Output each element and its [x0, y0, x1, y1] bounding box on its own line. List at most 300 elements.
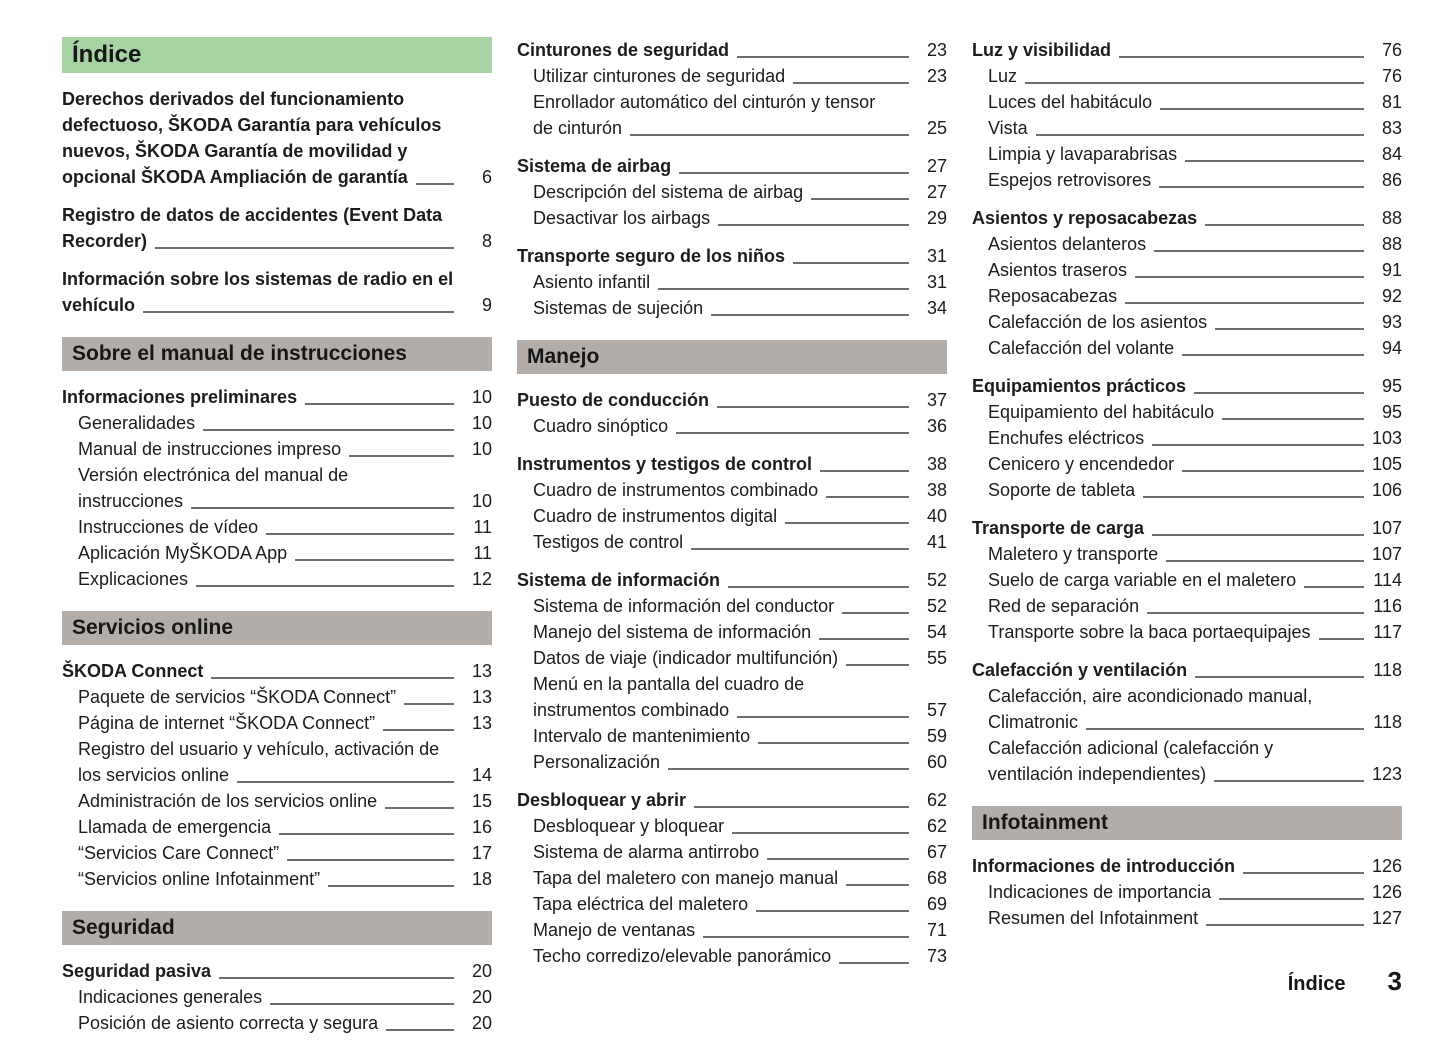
- toc-entry-label: Desbloquear y bloquear: [533, 816, 725, 836]
- page-number: 114: [1373, 570, 1402, 590]
- page-number: 86: [1381, 170, 1402, 190]
- page-number: 23: [926, 40, 947, 60]
- toc-entry-row: [988, 231, 1402, 257]
- toc-entry-label: Aplicación MyŠKODA App: [78, 543, 288, 563]
- toc-entry-row: [988, 709, 1402, 735]
- page-number: 13: [471, 661, 492, 681]
- toc-entry-row: [62, 658, 492, 684]
- toc-entry-row: [62, 228, 492, 254]
- toc-entry: [517, 413, 947, 439]
- toc-entry-row: [533, 891, 947, 917]
- toc-entry-row: [62, 958, 492, 984]
- leader-line: [1119, 56, 1364, 58]
- toc-entry-label: Reposacabezas: [988, 286, 1118, 306]
- leader-line: [305, 403, 454, 405]
- toc-entry-label: Resumen del Infotainment: [988, 908, 1199, 928]
- leader-line: [279, 833, 454, 835]
- leader-line: [270, 1003, 454, 1005]
- toc-entry-label: Manual de instrucciones impreso: [78, 439, 342, 459]
- page-number: 8: [481, 231, 492, 251]
- page-number: 16: [471, 817, 492, 837]
- toc-entry-row: [533, 179, 947, 205]
- leader-line: [1219, 898, 1364, 900]
- toc-entry-label: Informaciones preliminares: [62, 387, 298, 407]
- toc-entry-row: [988, 115, 1402, 141]
- toc-entry-label: Manejo del sistema de información: [533, 622, 812, 642]
- leader-line: [1222, 418, 1364, 420]
- toc-entry: [62, 410, 492, 436]
- toc-entry: [972, 593, 1402, 619]
- toc-entry: [972, 735, 1402, 787]
- leader-line: [1182, 354, 1364, 356]
- toc-entry-row: [78, 710, 492, 736]
- page-number: 93: [1381, 312, 1402, 332]
- toc-entry-label: instrumentos combinado: [533, 700, 730, 720]
- toc-group: [972, 373, 1402, 503]
- toc-entry-label: Luz y visibilidad: [972, 40, 1112, 60]
- leader-line: [756, 910, 909, 912]
- leader-line: [846, 664, 909, 666]
- leader-line: [386, 1029, 454, 1031]
- page-number: 105: [1371, 454, 1402, 474]
- toc-entry: [972, 37, 1402, 63]
- toc-entry-row: [533, 413, 947, 439]
- page-number: 88: [1381, 208, 1402, 228]
- toc-entry-line: Registro del usuario y vehículo, activación de: [78, 739, 440, 759]
- page-number: 92: [1381, 286, 1402, 306]
- toc-entry-label: Transporte de carga: [972, 518, 1145, 538]
- toc-entry-row: [988, 89, 1402, 115]
- toc-entry: [62, 436, 492, 462]
- toc-entry-row: [517, 243, 947, 269]
- toc-entry: [62, 984, 492, 1010]
- leader-line: [1206, 924, 1364, 926]
- toc-entry-label: Tapa eléctrica del maletero: [533, 894, 749, 914]
- leader-line: [732, 832, 909, 834]
- toc-entry: [972, 619, 1402, 645]
- toc-entry: [62, 788, 492, 814]
- toc-entry-row: [62, 384, 492, 410]
- page-number: 9: [481, 295, 492, 315]
- toc-entry: [62, 658, 492, 684]
- page-number: 10: [471, 439, 492, 459]
- toc-entry-row: [988, 309, 1402, 335]
- toc-entry-row: [533, 813, 947, 839]
- section-header: Seguridad: [62, 911, 492, 945]
- toc-entry-label: Calefacción y ventilación: [972, 660, 1188, 680]
- page-number: 106: [1371, 480, 1402, 500]
- leader-line: [1214, 780, 1364, 782]
- leader-line: [1125, 302, 1364, 304]
- page-number: 10: [471, 387, 492, 407]
- toc-entry-line: Derechos derivados del funcionamiento: [62, 89, 405, 109]
- toc-group: [62, 266, 492, 318]
- toc-entry-label: Asientos traseros: [988, 260, 1128, 280]
- toc-entry-label: Sistema de airbag: [517, 156, 672, 176]
- leader-line: [694, 806, 909, 808]
- toc-entry-label: opcional ŠKODA Ampliación de garantía: [62, 167, 408, 187]
- page-number: 41: [926, 532, 947, 552]
- toc-entry: [972, 283, 1402, 309]
- toc-entry: [517, 619, 947, 645]
- leader-line: [839, 962, 909, 964]
- page-number: 40: [926, 506, 947, 526]
- page-number: 11: [473, 543, 492, 563]
- toc-entry: [517, 269, 947, 295]
- toc-entry-row: [517, 451, 947, 477]
- toc-entry: [972, 373, 1402, 399]
- page-number: 57: [926, 700, 947, 720]
- leader-line: [820, 470, 909, 472]
- page-number: 126: [1371, 882, 1402, 902]
- page-number: 38: [926, 454, 947, 474]
- section-header: Manejo: [517, 340, 947, 374]
- toc-entry: [972, 853, 1402, 879]
- toc-entry: [517, 387, 947, 413]
- toc-columns: [62, 37, 1402, 1048]
- page-number: 14: [471, 765, 492, 785]
- leader-line: [767, 858, 909, 860]
- toc-entry: [972, 425, 1402, 451]
- leader-line: [191, 507, 454, 509]
- toc-entry-row: [533, 645, 947, 671]
- toc-entry-label: Seguridad pasiva: [62, 961, 212, 981]
- page-number: 36: [926, 416, 947, 436]
- toc-entry-row: [972, 373, 1402, 399]
- leader-line: [328, 885, 454, 887]
- toc-entry: [972, 515, 1402, 541]
- toc-entry: [517, 593, 947, 619]
- toc-entry-label: Maletero y transporte: [988, 544, 1159, 564]
- leader-line: [630, 134, 909, 136]
- leader-line: [211, 677, 454, 679]
- toc-entry: [517, 787, 947, 813]
- toc-entry-label: Suelo de carga variable en el maletero: [988, 570, 1297, 590]
- toc-entry-row: [78, 984, 492, 1010]
- toc-entry-label: Asiento infantil: [533, 272, 651, 292]
- leader-line: [793, 262, 909, 264]
- page-number: 60: [926, 752, 947, 772]
- toc-entry-row: [78, 410, 492, 436]
- toc-entry-row: [988, 141, 1402, 167]
- toc-entry-row: [533, 503, 947, 529]
- toc-entry-line: defectuoso, ŠKODA Garantía para vehículos: [62, 115, 442, 135]
- toc-entry-label: Recorder): [62, 231, 148, 251]
- toc-group: [517, 153, 947, 231]
- toc-entry: [517, 529, 947, 555]
- toc-entry-line: Calefacción, aire acondicionado manual,: [988, 686, 1313, 706]
- toc-entry-label: Climatronic: [988, 712, 1079, 732]
- toc-entry: [972, 115, 1402, 141]
- toc-entry: [517, 645, 947, 671]
- page-number: 10: [471, 491, 492, 511]
- leader-line: [416, 183, 454, 185]
- page-footer: [1288, 966, 1402, 997]
- toc-entry-label: Informaciones de introducción: [972, 856, 1236, 876]
- toc-entry: [972, 683, 1402, 735]
- page-number: 123: [1371, 764, 1402, 784]
- toc-entry-row: [533, 697, 947, 723]
- toc-entry: [972, 167, 1402, 193]
- toc-entry: [517, 205, 947, 231]
- page-number: 25: [926, 118, 947, 138]
- page-number: 116: [1373, 596, 1402, 616]
- page-number: 95: [1381, 376, 1402, 396]
- toc-entry-label: Utilizar cinturones de seguridad: [533, 66, 786, 86]
- toc-entry: [517, 865, 947, 891]
- toc-entry: [517, 891, 947, 917]
- toc-entry-row: [988, 593, 1402, 619]
- toc-entry-label: Luz: [988, 66, 1018, 86]
- toc-entry-row: [533, 749, 947, 775]
- toc-group: [972, 37, 1402, 193]
- toc-entry: [62, 514, 492, 540]
- toc-group: [62, 384, 492, 592]
- toc-entry: [62, 958, 492, 984]
- toc-group: [972, 657, 1402, 787]
- section-header: Infotainment: [972, 806, 1402, 840]
- page-number: 23: [926, 66, 947, 86]
- toc-entry-row: [988, 451, 1402, 477]
- toc-entry: [517, 37, 947, 63]
- toc-group: [62, 86, 492, 190]
- leader-line: [266, 533, 454, 535]
- toc-entry-row: [533, 115, 947, 141]
- toc-entry: [517, 451, 947, 477]
- toc-entry: [517, 503, 947, 529]
- toc-entry-line: Información sobre los sistemas de radio en el: [62, 269, 454, 289]
- toc-column-3: [972, 37, 1402, 943]
- toc-entry-label: Instrumentos y testigos de control: [517, 454, 813, 474]
- toc-entry-label: Calefacción de los asientos: [988, 312, 1208, 332]
- toc-group: [517, 567, 947, 775]
- toc-group: [972, 853, 1402, 931]
- toc-entry-row: [988, 879, 1402, 905]
- leader-line: [658, 288, 909, 290]
- toc-entry: [972, 567, 1402, 593]
- leader-line: [717, 406, 909, 408]
- page-number: 83: [1381, 118, 1402, 138]
- leader-line: [203, 429, 454, 431]
- toc-entry-row: [988, 541, 1402, 567]
- page-number: 13: [471, 713, 492, 733]
- page-number: 6: [481, 167, 492, 187]
- toc-column-1: [62, 37, 492, 1048]
- page-number: 94: [1381, 338, 1402, 358]
- page-number: 38: [926, 480, 947, 500]
- leader-line: [703, 936, 909, 938]
- leader-line: [1182, 470, 1364, 472]
- section-header: Sobre el manual de instrucciones: [62, 337, 492, 371]
- toc-entry-label: Indicaciones generales: [78, 987, 263, 1007]
- leader-line: [846, 884, 909, 886]
- toc-entry-line: Enrollador automático del cinturón y tensor: [533, 92, 876, 112]
- toc-entry-line: Versión electrónica del manual de: [78, 465, 349, 485]
- toc-entry-row: [533, 269, 947, 295]
- toc-entry: [972, 141, 1402, 167]
- leader-line: [1166, 560, 1364, 562]
- toc-entry: [62, 266, 492, 318]
- footer-section-label: Índice: [1287, 973, 1346, 995]
- toc-entry-row: [517, 787, 947, 813]
- toc-entry-label: instrucciones: [78, 491, 184, 511]
- toc-entry: [972, 451, 1402, 477]
- toc-entry-row: [78, 762, 492, 788]
- leader-line: [155, 247, 454, 249]
- toc-entry-row: [78, 488, 492, 514]
- toc-entry: [62, 1010, 492, 1036]
- leader-line: [1319, 638, 1364, 640]
- toc-entry-label: Luces del habitáculo: [988, 92, 1153, 112]
- toc-entry-label: Espejos retrovisores: [988, 170, 1152, 190]
- leader-line: [1152, 444, 1364, 446]
- toc-entry-label: Datos de viaje (indicador multifunción): [533, 648, 839, 668]
- leader-line: [842, 612, 909, 614]
- toc-entry-label: Puesto de conducción: [517, 390, 710, 410]
- page-number: 118: [1373, 712, 1402, 732]
- toc-entry-label: Paquete de servicios “ŠKODA Connect”: [78, 687, 397, 707]
- toc-entry-row: [78, 436, 492, 462]
- page-number: 15: [471, 791, 492, 811]
- page-number: 20: [471, 987, 492, 1007]
- toc-entry-row: [988, 283, 1402, 309]
- toc-entry: [972, 309, 1402, 335]
- toc-entry-row: [533, 943, 947, 969]
- leader-line: [1195, 676, 1364, 678]
- toc-entry: [517, 567, 947, 593]
- toc-entry: [517, 917, 947, 943]
- toc-entry-row: [988, 167, 1402, 193]
- toc-entry-row: [988, 761, 1402, 787]
- toc-group: [517, 451, 947, 555]
- leader-line: [404, 703, 454, 705]
- toc-entry: [517, 813, 947, 839]
- toc-entry-label: Limpia y lavaparabrisas: [988, 144, 1178, 164]
- page-number: 27: [926, 182, 947, 202]
- leader-line: [691, 548, 909, 550]
- page-number: 55: [926, 648, 947, 668]
- page-number: 118: [1373, 660, 1402, 680]
- leader-line: [819, 638, 909, 640]
- toc-entry-label: Cuadro de instrumentos digital: [533, 506, 778, 526]
- toc-entry-row: [533, 917, 947, 943]
- toc-entry-label: Llamada de emergencia: [78, 817, 272, 837]
- toc-entry: [972, 657, 1402, 683]
- toc-entry: [62, 86, 492, 190]
- toc-entry-label: Red de separación: [988, 596, 1140, 616]
- toc-entry-row: [988, 905, 1402, 931]
- leader-line: [237, 781, 454, 783]
- page-number: 10: [471, 413, 492, 433]
- toc-entry-row: [78, 566, 492, 592]
- toc-entry-label: Equipamientos prácticos: [972, 376, 1187, 396]
- toc-entry: [517, 839, 947, 865]
- toc-entry-label: ŠKODA Connect: [62, 661, 204, 681]
- toc-entry: [972, 335, 1402, 361]
- toc-group: [62, 202, 492, 254]
- leader-line: [1185, 160, 1364, 162]
- toc-entry-line: Registro de datos de accidentes (Event Data: [62, 205, 443, 225]
- toc-entry-label: Tapa del maletero con manejo manual: [533, 868, 839, 888]
- toc-entry-label: Sistema de información del conductor: [533, 596, 835, 616]
- toc-entry-label: Transporte seguro de los niños: [517, 246, 786, 266]
- toc-entry-row: [78, 814, 492, 840]
- page-number: 62: [926, 790, 947, 810]
- toc-entry-row: [517, 153, 947, 179]
- toc-entry-row: [988, 567, 1402, 593]
- toc-entry: [517, 477, 947, 503]
- toc-entry-label: Calefacción del volante: [988, 338, 1175, 358]
- toc-entry-row: [533, 63, 947, 89]
- toc-entry-row: [78, 866, 492, 892]
- toc-entry-line: Calefacción adicional (calefacción y: [988, 738, 1274, 758]
- page-number: 73: [926, 946, 947, 966]
- page-number: 76: [1381, 40, 1402, 60]
- page-number: 91: [1381, 260, 1402, 280]
- toc-entry: [62, 384, 492, 410]
- page-number: 20: [471, 961, 492, 981]
- toc-entry: [62, 840, 492, 866]
- toc-group: [517, 37, 947, 141]
- toc-entry: [972, 257, 1402, 283]
- leader-line: [676, 432, 909, 434]
- toc-entry-row: [988, 335, 1402, 361]
- leader-line: [196, 585, 454, 587]
- page-number: 84: [1381, 144, 1402, 164]
- page-number: 17: [471, 843, 492, 863]
- toc-entry-row: [533, 593, 947, 619]
- leader-line: [1143, 496, 1364, 498]
- toc-entry-line: nuevos, ŠKODA Garantía de movilidad y: [62, 141, 408, 161]
- section-header: Índice: [62, 37, 492, 73]
- leader-line: [785, 522, 909, 524]
- page-number: 69: [926, 894, 947, 914]
- toc-entry: [62, 684, 492, 710]
- toc-entry-label: Testigos de control: [533, 532, 684, 552]
- toc-entry-row: [78, 840, 492, 866]
- toc-entry-row: [533, 477, 947, 503]
- toc-entry: [517, 89, 947, 141]
- toc-entry-label: Desbloquear y abrir: [517, 790, 687, 810]
- page-number: 52: [926, 596, 947, 616]
- toc-entry: [972, 231, 1402, 257]
- toc-entry-label: Descripción del sistema de airbag: [533, 182, 804, 202]
- toc-entry-row: [988, 425, 1402, 451]
- toc-entry-label: ventilación independientes): [988, 764, 1207, 784]
- toc-group: [517, 387, 947, 439]
- page-number: 52: [926, 570, 947, 590]
- toc-entry-row: [533, 529, 947, 555]
- toc-entry-label: Techo corredizo/elevable panorámico: [533, 946, 832, 966]
- leader-line: [1152, 534, 1364, 536]
- toc-entry: [972, 89, 1402, 115]
- toc-entry-label: Cenicero y encendedor: [988, 454, 1175, 474]
- toc-group: [972, 205, 1402, 361]
- page-number: 103: [1371, 428, 1402, 448]
- page-number: 31: [926, 246, 947, 266]
- toc-column-2: [517, 37, 947, 981]
- toc-group: [517, 787, 947, 969]
- toc-entry-label: Explicaciones: [78, 569, 189, 589]
- toc-entry-row: [78, 514, 492, 540]
- toc-entry: [517, 943, 947, 969]
- section-header: Servicios online: [62, 611, 492, 645]
- page-number: 27: [926, 156, 947, 176]
- leader-line: [1135, 276, 1364, 278]
- leader-line: [287, 859, 454, 861]
- toc-entry: [972, 399, 1402, 425]
- page-number: 20: [471, 1013, 492, 1033]
